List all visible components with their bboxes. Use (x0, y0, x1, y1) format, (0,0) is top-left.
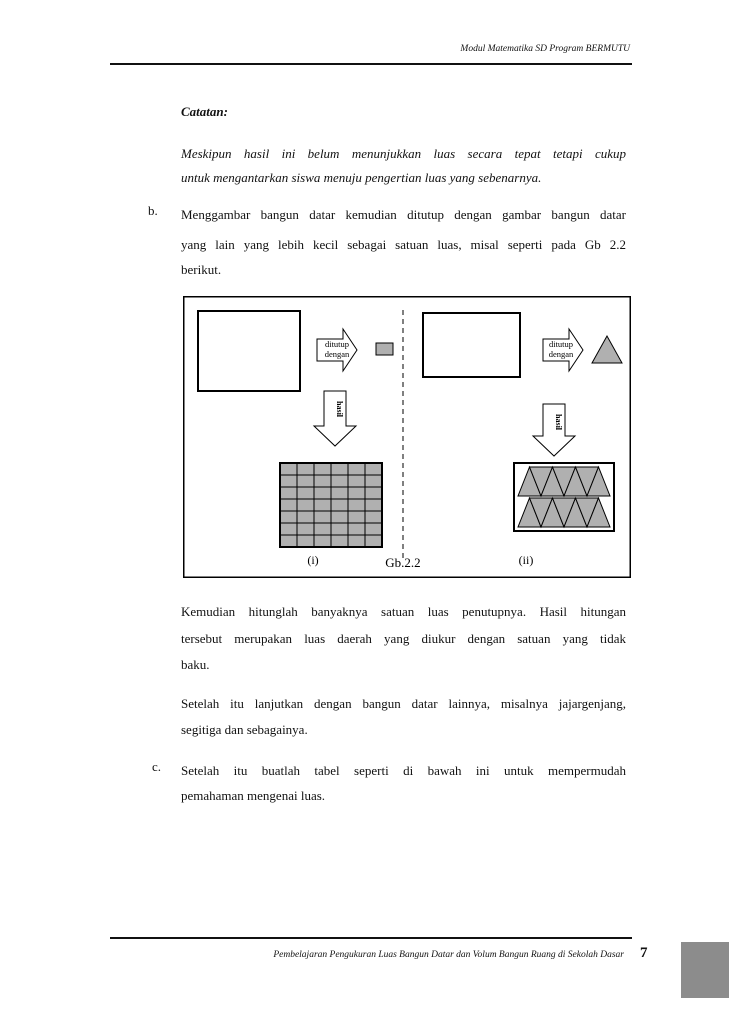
after-p2-line-2: segitiga dan sebagainya. (181, 722, 308, 737)
item-c-line-1: Setelah itu buatlah tabel seperti di bawah ini untuk mempermudah (181, 763, 626, 778)
header-rule (110, 63, 632, 65)
grid-square-unit (348, 499, 365, 511)
after-p1-line-3: baku. (181, 657, 210, 672)
grid-square-unit (331, 511, 348, 523)
grid-square-unit (331, 499, 348, 511)
grid-square-unit (365, 463, 382, 475)
grid-square-unit (365, 487, 382, 499)
grid-square-unit (297, 463, 314, 475)
after-p2-line-1: Setelah itu lanjutkan dengan bangun datar lainnya, misalnya jajargenjang, (181, 696, 626, 711)
grid-square-unit (280, 523, 297, 535)
figure-caption: Gb.2.2 (385, 555, 421, 570)
label-i: (i) (307, 553, 319, 567)
grid-square-unit (297, 487, 314, 499)
grid-square-unit (280, 487, 297, 499)
item-b-line-3: berikut. (181, 262, 222, 277)
right-big-rectangle (423, 313, 520, 377)
after-p1-line-2: tersebut merupakan luas daerah yang diukur dengan satuan yang tidak (181, 631, 626, 646)
figure-gb-2-2 (183, 296, 631, 578)
item-b-line-2: yang lain yang lebih kecil sebagai satuan luas, misal seperti pada Gb 2.2 (181, 237, 626, 252)
grid-square-unit (314, 475, 331, 487)
running-header: Modul Matematika SD Program BERMUTU (460, 44, 630, 54)
item-c-line-2: pemahaman mengenai luas. (181, 788, 326, 803)
grid-square-unit (314, 511, 331, 523)
left-arrow-text-2: dengan (324, 349, 350, 359)
footer-rule (110, 937, 632, 939)
left-down-text: hasil (335, 400, 344, 418)
grid-square-unit (314, 463, 331, 475)
item-b-marker: b. (148, 203, 158, 218)
page-number: 7 (640, 945, 648, 961)
square-unit-grid (280, 463, 382, 547)
grid-square-unit (297, 511, 314, 523)
grid-square-unit (331, 475, 348, 487)
grid-square-unit (348, 487, 365, 499)
label-ii: (ii) (518, 553, 534, 567)
figure-svg (183, 296, 631, 578)
grid-square-unit (280, 499, 297, 511)
grid-square-unit (314, 523, 331, 535)
item-b-line-1: Menggambar bangun datar kemudian ditutup dengan gambar bangun datar (181, 207, 626, 222)
grid-square-unit (314, 499, 331, 511)
item-c-marker: c. (152, 759, 162, 774)
grid-square-unit (331, 535, 348, 547)
grid-square-unit (280, 511, 297, 523)
grid-square-unit (331, 463, 348, 475)
unit-square (376, 343, 393, 355)
grid-square-unit (365, 475, 382, 487)
running-footer: Pembelajaran Pengukuran Luas Bangun Datar dan Volum Bangun Ruang di Sekolah Dasar (273, 950, 624, 960)
grid-square-unit (314, 535, 331, 547)
grid-square-unit (365, 535, 382, 547)
grid-square-unit (348, 475, 365, 487)
grid-square-unit (331, 487, 348, 499)
note-line-2: untuk mengantarkan siswa menuju pengertian luas yang sebenarnya. (181, 170, 542, 185)
grid-square-unit (280, 475, 297, 487)
grid-square-unit (297, 535, 314, 547)
right-arrow-text-1: ditutup (548, 339, 574, 349)
after-p1-line-1: Kemudian hitunglah banyaknya satuan luas penutupnya. Hasil hitungan (181, 604, 626, 619)
grid-square-unit (280, 463, 297, 475)
grid-square-unit (348, 535, 365, 547)
right-arrow-text-2: dengan (548, 349, 574, 359)
page-tab-marker (681, 942, 729, 998)
note-line-1: Meskipun hasil ini belum menunjukkan luas secara tepat tetapi cukup (181, 146, 626, 161)
grid-square-unit (348, 463, 365, 475)
left-arrow-text-1: ditutup (324, 339, 350, 349)
grid-square-unit (297, 475, 314, 487)
grid-square-unit (365, 499, 382, 511)
grid-square-unit (365, 523, 382, 535)
grid-square-unit (348, 511, 365, 523)
grid-square-unit (314, 487, 331, 499)
grid-square-unit (365, 511, 382, 523)
grid-square-unit (280, 535, 297, 547)
grid-square-unit (331, 523, 348, 535)
grid-square-unit (297, 499, 314, 511)
grid-square-unit (348, 523, 365, 535)
grid-square-unit (297, 523, 314, 535)
left-big-rectangle (198, 311, 300, 391)
note-title: Catatan: (181, 104, 228, 119)
right-down-text: hasil (554, 413, 563, 431)
